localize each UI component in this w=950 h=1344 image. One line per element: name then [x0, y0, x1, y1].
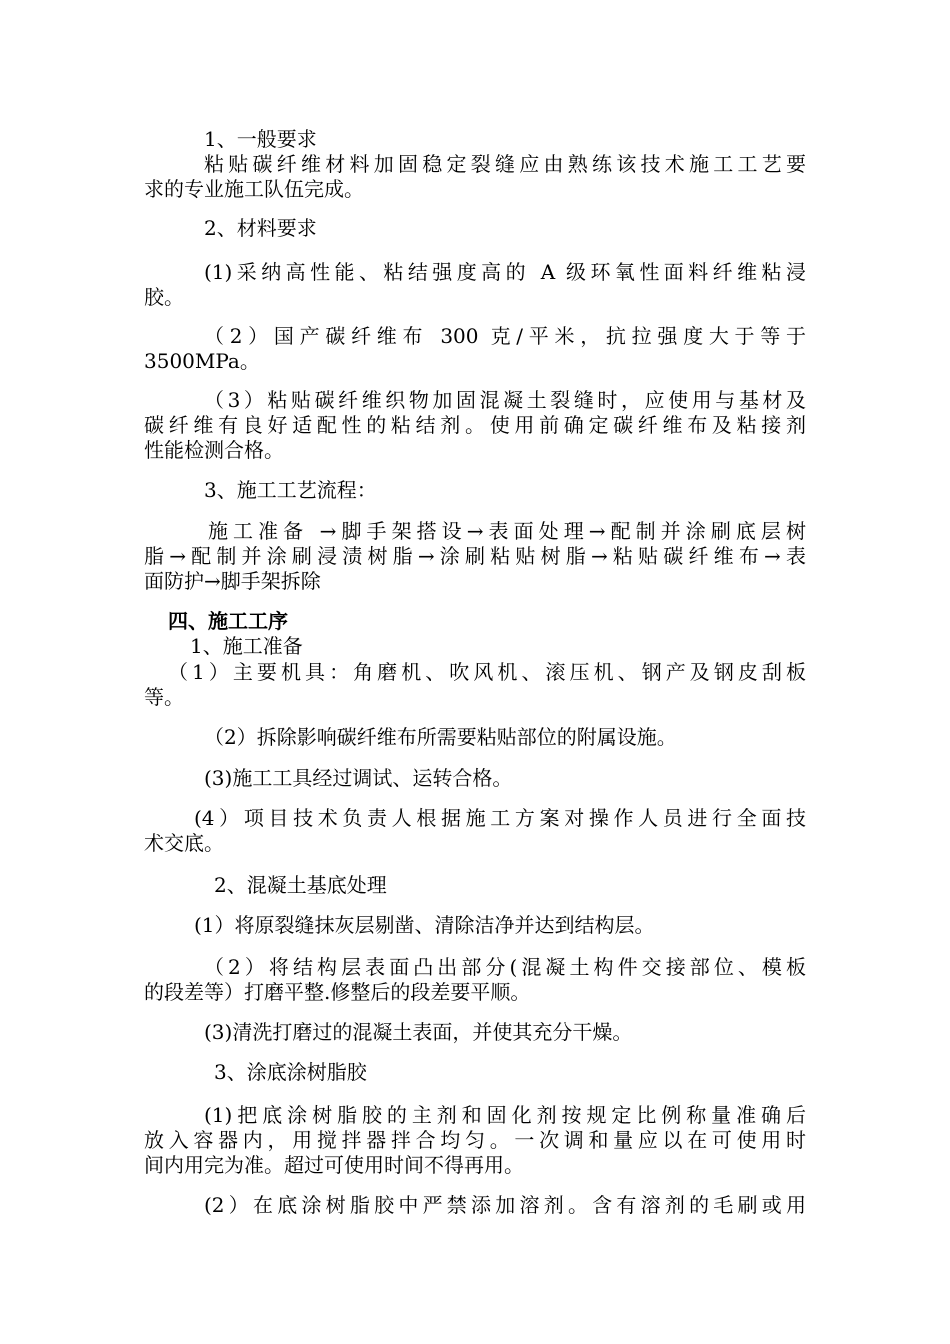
- section-heading-materials: 2、材料要求: [204, 216, 317, 240]
- list-item-line: (2）在底涂树脂胶中严禁添加溶剂。含有溶剂的毛刷或用: [204, 1193, 806, 1217]
- list-item-line: 胶。: [144, 285, 184, 309]
- list-item-line: (4）项目技术负责人根据施工方案对操作人员进行全面技: [194, 806, 806, 830]
- list-item-line: 性能检测合格。: [144, 438, 284, 462]
- list-item-line: （2）将结构层表面凸出部分(混凝土构件交接部位、模板: [204, 955, 806, 979]
- list-item-line: 碳纤维有良好适配性的粘结剂。使用前确定碳纤维布及粘接剂: [144, 413, 806, 437]
- section-heading-general: 1、一般要求: [204, 127, 317, 151]
- list-item-line: 等。: [144, 685, 184, 709]
- section-heading-process-flow: 3、施工工艺流程：: [204, 478, 377, 502]
- list-item-line: (1)把底涂树脂胶的主剂和固化剂按规定比例称量准确后: [204, 1103, 806, 1127]
- list-item-line: (1)采纳高性能、粘结强度高的 A 级环氧性面料纤维粘浸: [204, 260, 806, 284]
- section-heading-primer: 3、涂底涂树脂胶: [214, 1060, 367, 1084]
- list-item-line: （1）主要机具：角磨机、吹风机、滚压机、钢产及钢皮刮板: [168, 660, 806, 684]
- list-item-line: (3)施工工具经过调试、运转合格。: [204, 766, 513, 790]
- list-item-line: 的段差等）打磨平整.修整后的段差要平顺。: [144, 980, 531, 1004]
- section-heading-substrate: 2、混凝土基底处理: [214, 873, 387, 897]
- list-item-line: （2）国产碳纤维布 300 克/平米，抗拉强度大于等于: [204, 324, 806, 348]
- list-item-line: (3)清洗打磨过的混凝土表面，并使其充分干燥。: [204, 1020, 633, 1044]
- chapter-heading-procedures: 四、施工工序: [168, 609, 288, 633]
- list-item-line: （3）粘贴碳纤维织物加固混凝土裂缝时，应使用与基材及: [204, 388, 806, 412]
- process-flow-line: 面防护→脚手架拆除: [144, 569, 321, 593]
- process-flow-line: 脂→配制并涂刷浸渍树脂→涂刷粘贴树脂→粘贴碳纤维布→表: [144, 544, 806, 568]
- list-item-line: (1）将原裂缝抹灰层剔凿、清除洁净并达到结构层。: [194, 913, 655, 937]
- list-item-line: （2）拆除影响碳纤维布所需要粘贴部位的附属设施。: [204, 725, 677, 749]
- list-item-line: 放入容器内，用搅拌器拌合均匀。一次调和量应以在可使用时: [144, 1128, 806, 1152]
- list-item-line: 间内用完为准。超过可使用时间不得再用。: [144, 1153, 524, 1177]
- section-heading-preparation: 1、施工准备: [190, 634, 303, 658]
- paragraph-line: 求的专业施工队伍完成。: [144, 177, 364, 201]
- list-item-line: 3500MPa。: [144, 349, 260, 373]
- list-item-line: 术交底。: [144, 831, 224, 855]
- process-flow-line: 施工准备 →脚手架搭设→表面处理→配制并涂刷底层树: [208, 519, 806, 543]
- paragraph-line: 粘贴碳纤维材料加固稳定裂缝应由熟练该技术施工工艺要: [204, 152, 806, 176]
